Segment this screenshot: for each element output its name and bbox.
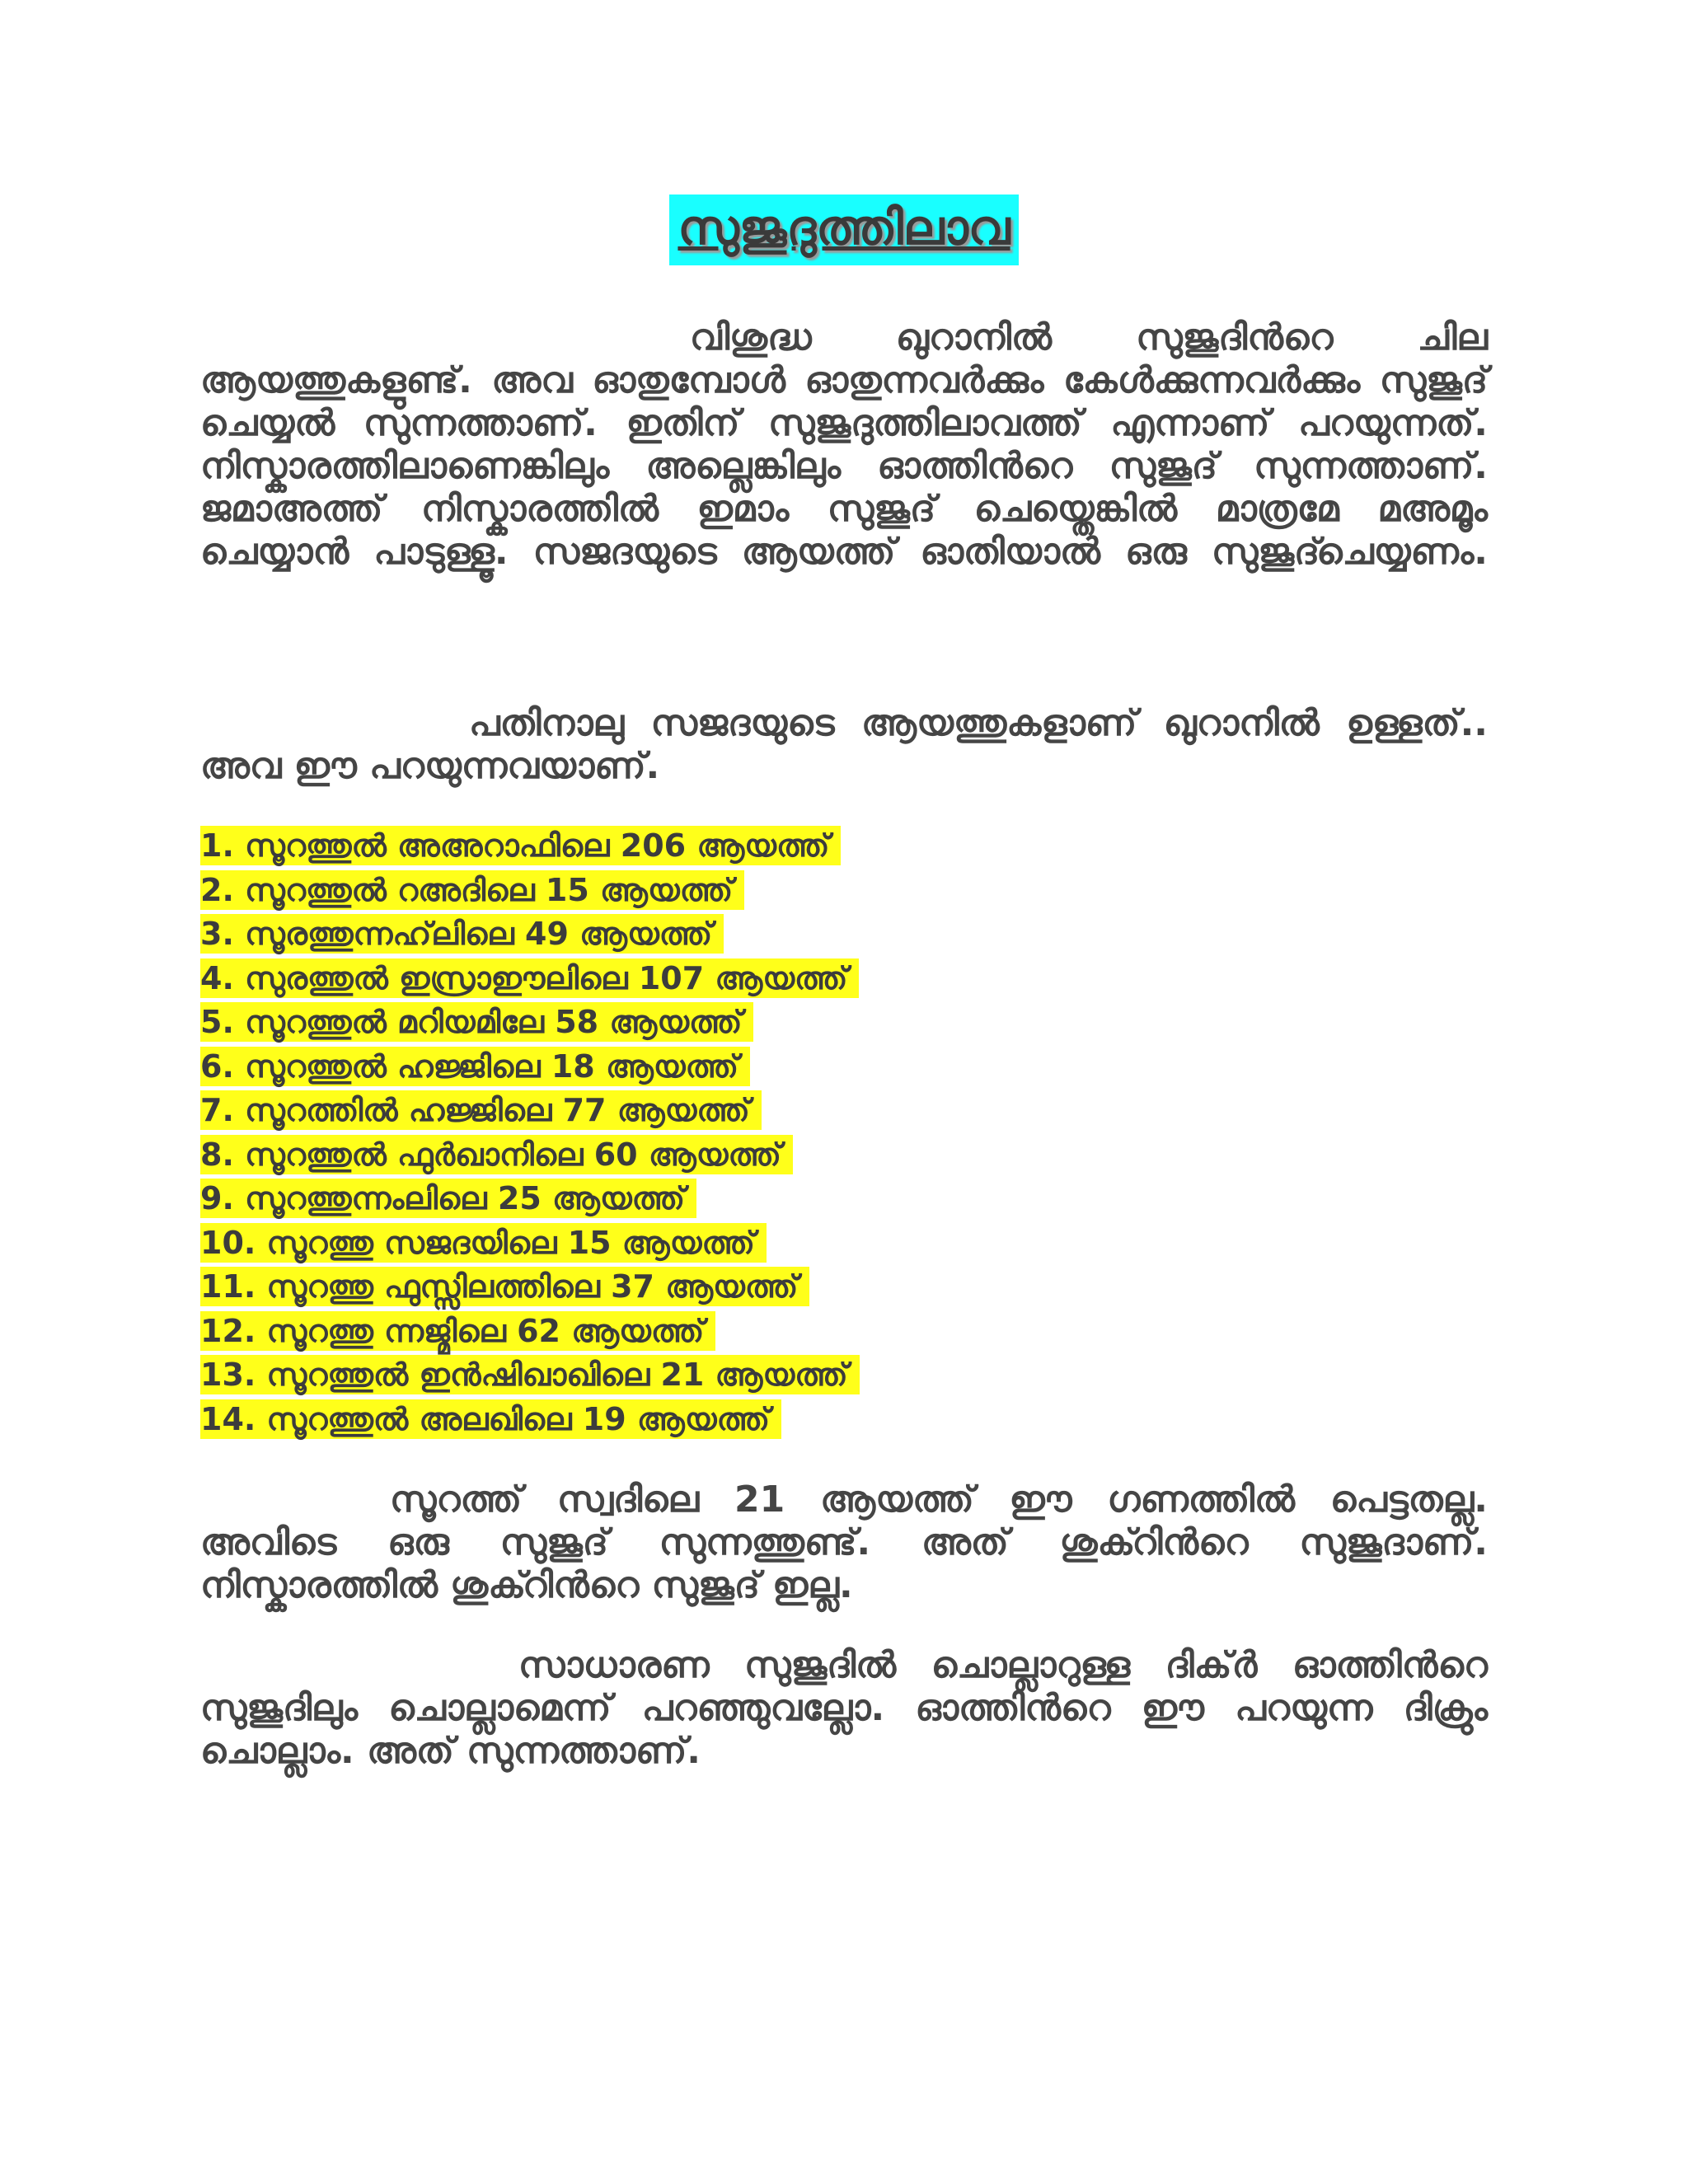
- list-item-text: 14. സൂറത്തുൽ അലഖിലെ 19 ആയത്ത്: [200, 1399, 781, 1439]
- list-item-text: 13. സൂറത്തുൽ ഇൻഷിഖാഖിലെ 21 ആയത്ത്: [200, 1355, 860, 1394]
- list-item: [200, 1221, 860, 1266]
- list-item: [200, 1133, 860, 1178]
- list-item: [200, 912, 860, 957]
- intro-paragraph: [200, 316, 1488, 574]
- list-item: [200, 1089, 860, 1133]
- list-item-text: 11. സൂറത്തു ഫുസ്സിലത്തിലെ 37 ആയത്ത്: [200, 1267, 809, 1306]
- list-item-text: 1. സൂറത്തുൽ അഅറാഫിലെ 206 ആയത്ത്: [200, 826, 841, 865]
- list-item: [200, 1045, 860, 1090]
- list-item-text: 8. സൂറത്തുൽ ഫുർഖാനിലെ 60 ആയത്ത്: [200, 1135, 793, 1174]
- list-item-text: 10. സൂറത്തു സജദയിലെ 15 ആയത്ത്: [200, 1223, 767, 1263]
- list-item: [200, 1310, 860, 1354]
- intro-paragraph-text: വിശുദ്ധ ഖുറാനിൽ സുജൂദിൻറെ ചില ആയത്തുകളുണ്ട്. അവ ഓതുമ്പോൾ ഓതുന്നവർക്കും കേൾക്കുന്നവർക്കും സുജൂദ് ചെയ്യൽ സുന്നത്താണ്. ഇതിന് സുജൂദുത്തിലാവത്ത് എന്നാണ് പറയുന്നത്. നിസ്കാരത്തിലാണെങ്കിലും അല്ലെങ്കിലും ഓത്തിൻറെ സുജൂദ് സുന്നത്താണ്. ജമാഅത്ത് നിസ്കാരത്തിൽ ഇമാം സുജൂദ് ചെയ്തെങ്കിൽ മാത്രമേ മഅമൂം ചെയ്യാൻ പാടുള്ളൂ. സജദയുടെ ആയത്ത് ഓതിയാൽ ഒരു സുജൂദ്ചെയ്യണം.: [200, 316, 1488, 573]
- list-item-text: 7. സൂറത്തിൽ ഹജ്ജിലെ 77 ആയത്ത്: [200, 1090, 762, 1130]
- list-item: [200, 1177, 860, 1221]
- page-title: സുജൂദുത്തിലാവ: [669, 194, 1018, 265]
- list-item-text: 5. സൂറത്തുൽ മറിയമിലേ 58 ആയത്ത്: [200, 1002, 753, 1042]
- list-item: [200, 869, 860, 913]
- list-item-text: 2. സൂറത്തുൽ റഅദിലെ 15 ആയത്ത്: [200, 870, 744, 910]
- list-item: [200, 957, 860, 1001]
- list-item-text: 3. സൂരത്തുന്നഹ്‌ലിലെ 49 ആയത്ത്: [200, 914, 724, 954]
- sajda-verse-list: [200, 824, 860, 1441]
- list-item-text: 9. സൂറത്തുന്നംലിലെ 25 ആയത്ത്: [200, 1179, 696, 1218]
- list-item: [200, 1398, 860, 1442]
- sad-verse-paragraph-text: സൂറത്ത് സ്വദിലെ 21 ആയത്ത് ഈ ഗണത്തിൽ പെട്ടതല്ല. അവിടെ ഒരു സുജൂദ് സുന്നത്തുണ്ട്. അത് ശുക്റിൻറെ സുജൂദാണ്. നിസ്കാരത്തിൽ ശുക്റിൻറെ സുജൂദ് ഇല്ല.: [200, 1479, 1488, 1606]
- dhikr-paragraph: [200, 1644, 1488, 1773]
- list-item-text: 6. സൂറത്തുൽ ഹജ്ജിലെ 18 ആയത്ത്: [200, 1047, 750, 1086]
- sajda-count-paragraph-text: പതിനാലു സജദയുടെ ആയത്തുകളാണ് ഖുറാനിൽ ഉള്ളത്.. അവ ഈ പറയുന്നവയാണ്.: [200, 702, 1488, 787]
- list-item-text: 12. സൂറത്തു ന്നജ്മിലെ 62 ആയത്ത്: [200, 1311, 715, 1351]
- dhikr-paragraph-text: സാധാരണ സുജൂദിൽ ചൊല്ലാറുള്ള ദിക്ർ ഓത്തിൻറെ സുജൂദിലും ചൊല്ലാമെന്ന് പറഞ്ഞുവല്ലോ. ഓത്തിൻറെ ഈ പറയുന്ന ദിക്രും ചൊല്ലാം. അത് സുന്നത്താണ്.: [200, 1644, 1488, 1772]
- list-item: [200, 824, 860, 869]
- list-item-text: 4. സുരത്തുൽ ഇസ്രാഈലിലെ 107 ആയത്ത്: [200, 958, 859, 998]
- list-item: [200, 1001, 860, 1045]
- sajda-count-paragraph: [200, 702, 1488, 788]
- sad-verse-paragraph: [200, 1479, 1488, 1607]
- list-item: [200, 1353, 860, 1398]
- list-item: [200, 1265, 860, 1310]
- title-container: [0, 194, 1688, 265]
